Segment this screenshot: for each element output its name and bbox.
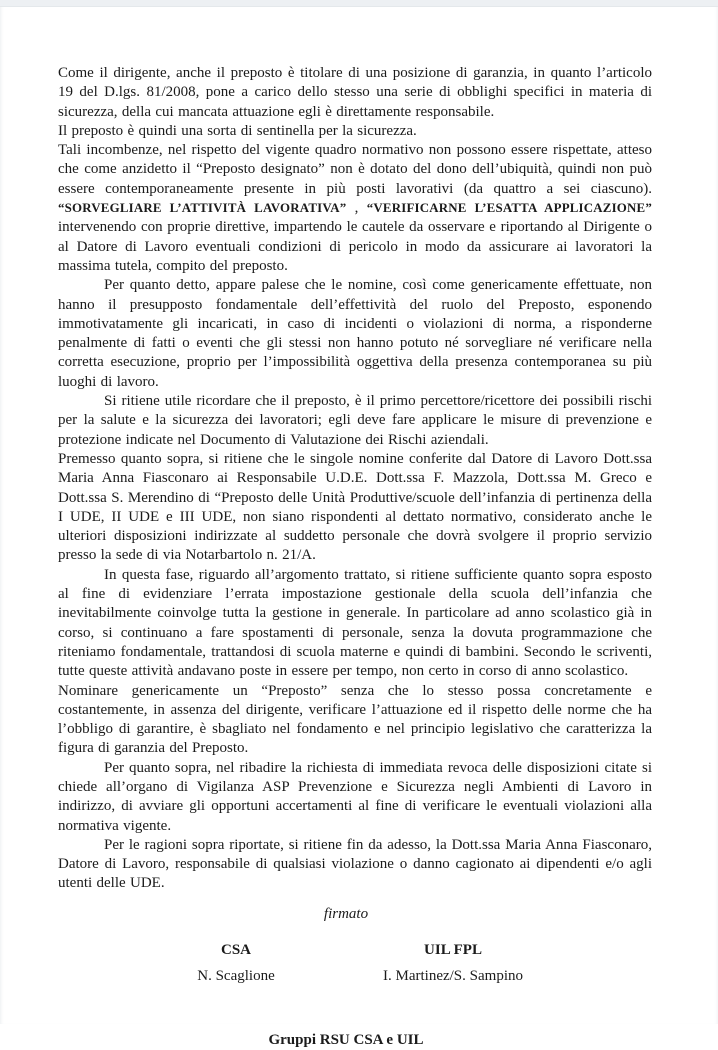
paragraph [58,759,652,836]
paragraph [58,392,652,450]
body-text: intervenendo con proprie direttive, impartendo le cautele da osservare e riportando al Dirigente o al Datore di Lavoro eventuali condizioni di pericolo in modo da assicurare ai lavoratori la massima tutela, compito del preposto. [58,219,652,274]
body-text: Si ritiene utile ricordare che il preposto, è il primo percettore/ricettore dei possibili rischi per la salute e la sicurezza dei lavoratori; egli deve fare applicare le misure di prevenzione e protezione indicate nel Documento di Valutazione dei Rischi aziendali. [58,393,652,448]
paragraph [58,64,652,122]
paragraph [58,450,652,566]
body-text: Per le ragioni sopra riportate, si ritiene fin da adesso, la Dott.ssa Maria Anna Fiasconaro, Datore di Lavoro, responsabile di qualsiasi violazione o danno cagionato ai dipendenti e/o agli utenti delle UDE. [58,836,652,892]
emphasized-text: “VERIFICARNE L’ESATTA APPLICAZIONE” [366,201,652,216]
document-body-text [58,64,652,894]
body-text: Tali incombenze, nel rispetto del vigente quadro normativo non possono essere rispettate, atteso che come anzidetto il “Preposto designato” non è dotato del dono dell’ubiquità, quindi non può essere contemporaneamente presente in più posti lavorativi (da quattro a sei ciascuno). [58,142,652,197]
body-text: Premesso quanto sopra, si ritiene che le singole nomine conferite dal Datore di Lavoro Dott.ssa Maria Anna Fiasconaro ai Responsabile U.D.E. Dott.ssa F. Mazzola, Dott.ssa M. Greco e Dott.ssa S. Merendino di “Preposto delle Unità Produttive/scuole dell’infanzia di pertinenza della I UDE, II UDE e III UDE, non siano rispondenti al dettato normativo, considerato anche le ulteriori disposizioni indirizzate al suddetto personale che dovrà svolgere il proprio servizio presso la sede di via Notarbartolo n. 21/A. [58,450,652,564]
paragraph [58,276,652,392]
body-text: Per quanto sopra, nel ribadire la richiesta di immediata revoca delle disposizioni citate si chiede all’organo di Vigilanza ASP Prevenzione e Sicurezza negli Ambienti di Lavoro in indirizzo, di avviare gli opportuni accertamenti al fine di verificare le eventuali violazioni alla normativa vigente. [58,759,652,834]
body-text: Nominare genericamente un “Preposto” senza che lo stesso possa concretamente e costantemente, in assenza del dirigente, verificare l’attuazione ed il rispetto delle norme che ha l’obbligo di garantire, è sbagliato nel fondamento e nel principio legislativo che caratterizza la figura di garanzia del Preposto. [58,682,652,757]
body-text: Per quanto detto, appare palese che le nomine, così come genericamente effettuate, non hanno il presupposto fondamentale dell’effettività del ruolo del Preposto, esponendo immotivatamente gli incaricati, in caso di incidenti o violazioni di norma, a risponderne penalmente di fatti o eventi che gli stessi non hanno potuto né sorvegliare né verificare nella corretta esecuzione, proprio per l’impossibilità oggettiva della presenza contemporanea su più luoghi di lavoro. [58,277,652,390]
paragraph [58,141,652,276]
paragraph [58,566,652,682]
signature-name: N. Scaglione [197,967,275,984]
signature-org: CSA [220,941,251,958]
paragraph [58,836,652,894]
body-text: Come il dirigente, anche il preposto è titolare di una posizione di garanzia, in quanto l’articolo 19 del D.lgs. 81/2008, pone a carico dello stesso una serie di obblighi specifici in materia di sicurezza, della cui mancata attuazione egli è direttamente responsabile. [58,65,652,120]
body-text: , [346,200,367,217]
footer-groups-label: Gruppi RSU CSA e UIL [268,1031,424,1048]
body-text: Il preposto è quindi una sorta di sentinella per la sicurezza. [58,122,417,139]
body-text: In questa fase, riguardo all’argomento trattato, si ritiene sufficiente quanto sopra esposto al fine di evidenziare l’errata impostazione gestionale della scuola dell’infanzia che inevitabilmente coinvolge tutta la gestione in generale. In particolare ad anno scolastico già in corso, si continuano a fare spostamenti di personale, senza la dovuta programmazione che riteniamo fondamentale, trattandosi di scuola materne e quindi di bambini. Secondo le scriventi, tutte queste attività andavano poste in essere per tempo, non certo in corso di anno scolastico. [58,566,652,680]
signature-orgs-row [136,941,718,960]
paragraph [58,122,652,141]
viewer-top-edge [0,0,718,7]
signature-org: UIL FPL [424,941,482,958]
signature-names-row [136,967,718,986]
emphasized-text: “SORVEGLIARE L’ATTIVITÀ LAVORATIVA” [58,201,347,216]
paragraph [58,682,652,759]
signature-name: I. Martinez/S. Sampino [383,967,523,984]
signed-label: firmato [323,905,369,922]
